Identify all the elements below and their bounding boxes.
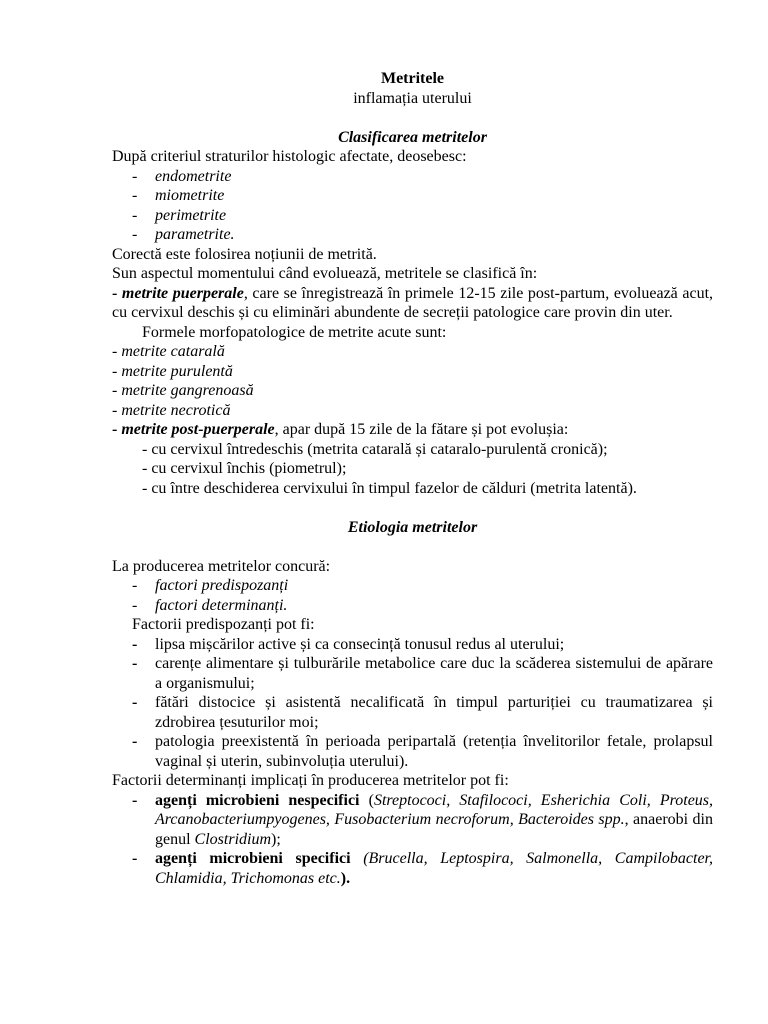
list-item: - factori determinanți. bbox=[132, 596, 288, 614]
list-item: - perimetrite bbox=[132, 206, 227, 224]
list-item: - fătări distocice și asistentă necalificată în timpul parturiției cu traumatizarea și zdrobirea țesuturilor moi; bbox=[132, 694, 713, 731]
evolution-intro: Sun aspectul momentului când evoluează, metritele se clasifică în: bbox=[112, 265, 538, 282]
document-subtitle: inflamația uterului bbox=[353, 89, 472, 107]
forms-intro: Formele morfopatologice de metrite acute sunt: bbox=[142, 323, 447, 341]
list-item: - cu cervixul întredeschis (metrita catarală și cataralo-purulentă cronică); bbox=[142, 440, 608, 458]
determining-intro: Factorii determinanți implicați în producerea metritelor pot fi: bbox=[112, 772, 509, 789]
list-item: - metrite gangrenoasă bbox=[112, 382, 254, 399]
list-item: - metrite purulentă bbox=[112, 362, 233, 380]
list-item: - patologia preexistentă în perioada peripartală (retenția învelitorilor fetale, prolapsul vaginal și uterin, subinvoluția uterului). bbox=[132, 733, 713, 770]
spacer bbox=[112, 537, 713, 557]
section-heading-classification: Clasificarea metritelor bbox=[338, 128, 487, 146]
document-title: Metritele bbox=[380, 70, 445, 87]
document-page bbox=[112, 69, 713, 888]
list-item: - agenți microbieni specifici (Brucella, Leptospira, Salmonella, Campilobacter, Chlamidia, Trichomonas etc.). bbox=[132, 850, 714, 887]
postpuerperal-paragraph: - metrite post-puerperale, apar după 15 zile de la fătare și pot evolușia: bbox=[112, 421, 569, 438]
spacer bbox=[112, 498, 713, 518]
list-item: - factori predispozanți bbox=[132, 577, 289, 594]
list-item: - parametrite. bbox=[132, 226, 235, 243]
list-item: - cu între deschiderea cervixului în timpul fazelor de călduri (metrita latentă). bbox=[142, 479, 637, 497]
list-item: - miometrite bbox=[132, 187, 225, 204]
list-item: - agenți microbieni nespecifici (Streptococi, Stafilococi, Esherichia Coli, Proteus, Arcanobacteriumpyogenes, Fusobacterium necroforum, Bacteroides spp., anaerobi din genul Clostridium); bbox=[132, 791, 714, 848]
list-item: - cu cervixul închis (piometrul); bbox=[142, 460, 347, 477]
etiology-intro: La producerea metritelor concură: bbox=[112, 557, 331, 575]
classification-intro: După criteriul straturilor histologic afectate, deosebesc: bbox=[112, 148, 467, 165]
list-item: - metrite catarală bbox=[112, 343, 225, 360]
list-item: - lipsa mișcărilor active și ca consecință tonusul redus al uterului; bbox=[132, 635, 565, 653]
predisposing-intro: Factorii predispozanți pot fi: bbox=[132, 616, 315, 633]
puerperal-paragraph: - metrite puerperale, care se înregistrează în primele 12-15 zile post-partum, evoluează acut, cu cervixul deschis și cu eliminări abundente de secreții patologice care provin din uter. bbox=[112, 284, 714, 321]
list-item: - metrite necrotică bbox=[112, 401, 231, 419]
list-item: - endometrite bbox=[132, 167, 232, 185]
section-heading-etiology: Etiologia metritelor bbox=[347, 518, 478, 536]
notion-note: Corectă este folosirea noțiunii de metrită. bbox=[112, 245, 377, 263]
spacer bbox=[112, 108, 713, 128]
list-item: - carențe alimentare și tulburările metabolice care duc la scăderea sistemului de apărare a organismului; bbox=[132, 655, 713, 692]
